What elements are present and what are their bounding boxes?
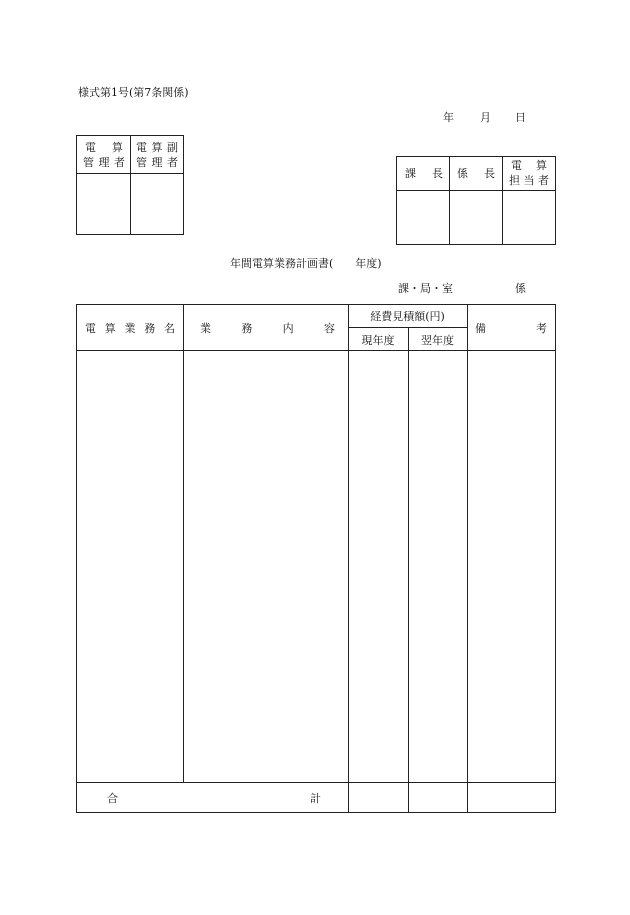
date-day: 日	[515, 111, 526, 124]
computing-manager-label-line1: 電 算	[85, 141, 123, 154]
date-month: 月	[480, 111, 491, 124]
computing-submanager-label-line2: 管 理 者	[136, 156, 178, 169]
header-next-year: 翌年度	[421, 334, 454, 347]
total-remarks-cell[interactable]	[468, 783, 555, 812]
task-content-cell[interactable]	[184, 351, 347, 781]
header-current-year: 現年度	[361, 334, 395, 347]
form-reference: 様式第1号(第7条関係)	[78, 86, 189, 99]
section-label: 係	[515, 282, 526, 295]
total-label: 合 計	[107, 792, 321, 805]
plan-table	[76, 304, 556, 813]
date-year: 年	[443, 111, 454, 124]
document-title: 年間電算業務計画書( 年度)	[230, 257, 382, 270]
approval-box-right	[396, 156, 556, 245]
remarks-cell[interactable]	[468, 351, 555, 781]
task-name-cell[interactable]	[77, 351, 182, 781]
computing-submanager-label-line1: 電 算 副	[136, 141, 178, 154]
subsection-chief-label: 係 長	[457, 167, 495, 180]
computing-manager-label-line2: 管 理 者	[83, 156, 125, 169]
next-year-cost-cell[interactable]	[409, 351, 466, 781]
current-year-cost-cell[interactable]	[349, 351, 407, 781]
computing-officer-label-line2: 担 当 者	[509, 174, 549, 187]
computing-officer-label-line1: 電 算	[511, 159, 547, 172]
total-next-year-cell[interactable]	[409, 783, 466, 812]
section-chief-label: 課 長	[405, 167, 443, 180]
header-remarks: 備 考	[475, 322, 547, 335]
header-task-name: 電 算 業 務 名	[85, 322, 175, 335]
total-current-year-cell[interactable]	[349, 783, 407, 812]
header-task-content: 業 務 内 容	[200, 322, 335, 335]
header-cost-estimate: 経費見積額(円)	[370, 310, 445, 323]
approval-box-left	[76, 135, 184, 235]
department-label: 課・局・室	[398, 282, 453, 295]
